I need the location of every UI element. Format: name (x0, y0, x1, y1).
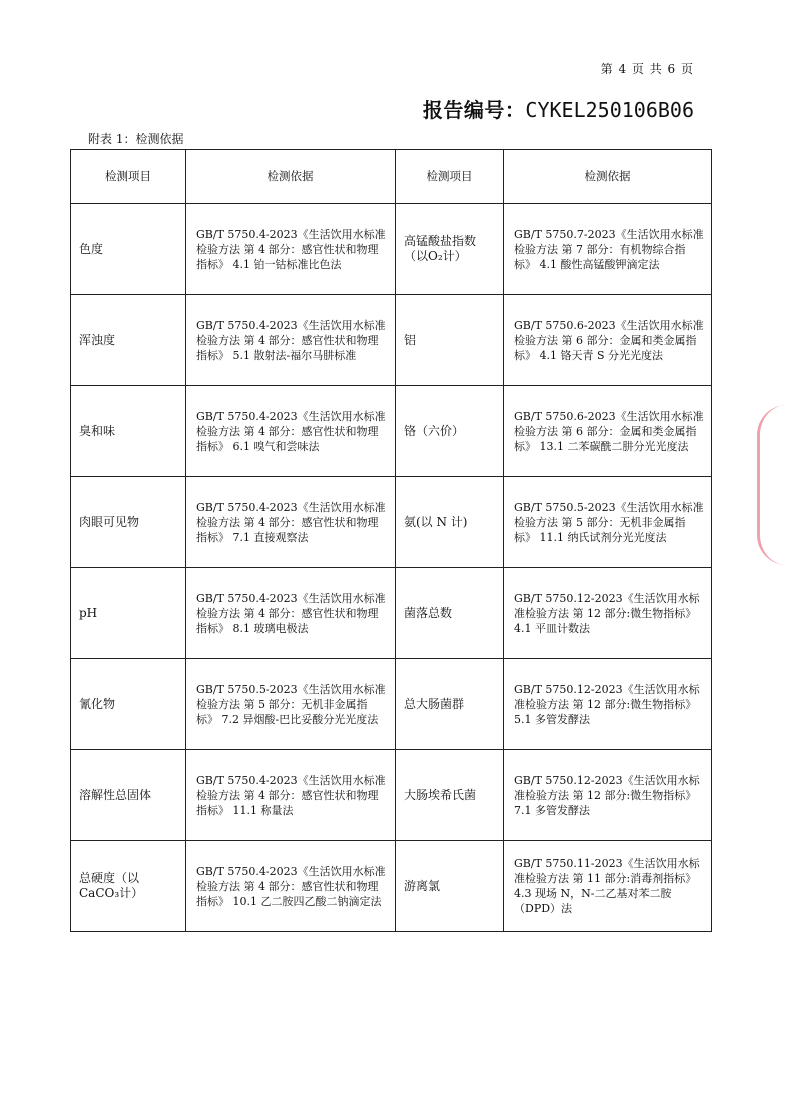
basis-left: GB/T 5750.4-2023《生活饮用水标准检验方法 第 4 部分：感官性状和物理指标》 10.1 乙二胺四乙酸二钠滴定法 (186, 841, 396, 932)
seal-stamp-fragment (757, 405, 790, 565)
basis-left: GB/T 5750.4-2023《生活饮用水标准检验方法 第 4 部分：感官性状和物理指标》 5.1 散射法-福尔马肼标准 (186, 295, 396, 386)
basis-left: GB/T 5750.4-2023《生活饮用水标准检验方法 第 4 部分：感官性状和物理指标》 7.1 直接观察法 (186, 477, 396, 568)
basis-left: GB/T 5750.5-2023《生活饮用水标准检验方法 第 5 部分：无机非金属指标》 7.2 异烟酸-巴比妥酸分光光度法 (186, 659, 396, 750)
item-left: 溶解性总固体 (71, 750, 186, 841)
testing-basis-table (70, 149, 712, 932)
basis-left: GB/T 5750.4-2023《生活饮用水标准检验方法 第 4 部分：感官性状和物理指标》 8.1 玻璃电极法 (186, 568, 396, 659)
table-title: 附表 1：检测依据 (88, 132, 184, 146)
item-right: 游离氯 (396, 841, 504, 932)
table-row (71, 750, 712, 841)
table-row (71, 477, 712, 568)
col-header-item-right: 检测项目 (396, 150, 504, 204)
table-header-row (71, 150, 712, 204)
basis-right: GB/T 5750.7-2023《生活饮用水标准检验方法 第 7 部分：有机物综合指标》 4.1 酸性高锰酸钾滴定法 (504, 204, 712, 295)
item-right: 铬（六价） (396, 386, 504, 477)
item-right: 总大肠菌群 (396, 659, 504, 750)
item-left: 臭和味 (71, 386, 186, 477)
col-header-basis-left: 检测依据 (186, 150, 396, 204)
item-left: 总硬度（以 CaCO₃计） (71, 841, 186, 932)
report-number-value: CYKEL250106B06 (525, 98, 694, 122)
basis-left: GB/T 5750.4-2023《生活饮用水标准检验方法 第 4 部分：感官性状和物理指标》 4.1 铂一钴标准比色法 (186, 204, 396, 295)
basis-right: GB/T 5750.12-2023《生活饮用水标准检验方法 第 12 部分:微生物指标》5.1 多管发酵法 (504, 659, 712, 750)
report-number (423, 94, 694, 123)
basis-right: GB/T 5750.6-2023《生活饮用水标准检验方法 第 6 部分：金属和类金属指标》 13.1 二苯碳酰二肼分光光度法 (504, 386, 712, 477)
item-left: 氰化物 (71, 659, 186, 750)
basis-left: GB/T 5750.4-2023《生活饮用水标准检验方法 第 4 部分：感官性状和物理指标》 11.1 称量法 (186, 750, 396, 841)
item-right: 铝 (396, 295, 504, 386)
item-left: 肉眼可见物 (71, 477, 186, 568)
table-row (71, 386, 712, 477)
item-right: 大肠埃希氏菌 (396, 750, 504, 841)
item-right: 高锰酸盐指数（以O₂计） (396, 204, 504, 295)
item-left: 色度 (71, 204, 186, 295)
table-row (71, 841, 712, 932)
table-row (71, 295, 712, 386)
table-row (71, 659, 712, 750)
basis-left: GB/T 5750.4-2023《生活饮用水标准检验方法 第 4 部分：感官性状和物理指标》 6.1 嗅气和尝味法 (186, 386, 396, 477)
item-right: 氨(以 N 计) (396, 477, 504, 568)
report-number-label: 报告编号： (422, 98, 526, 122)
basis-right: GB/T 5750.6-2023《生活饮用水标准检验方法 第 6 部分：金属和类金属指标》 4.1 铬天青 S 分光光度法 (504, 295, 712, 386)
item-left: 浑浊度 (71, 295, 186, 386)
item-left: pH (71, 568, 186, 659)
basis-right: GB/T 5750.12-2023《生活饮用水标准检验方法 第 12 部分:微生物指标》7.1 多管发酵法 (504, 750, 712, 841)
col-header-basis-right: 检测依据 (504, 150, 712, 204)
basis-right: GB/T 5750.12-2023《生活饮用水标准检验方法 第 12 部分:微生物指标》4.1 平皿计数法 (504, 568, 712, 659)
table-row (71, 204, 712, 295)
col-header-item-left: 检测项目 (71, 150, 186, 204)
basis-right: GB/T 5750.11-2023《生活饮用水标准检验方法 第 11 部分:消毒剂指标》4.3 现场 N，N-二乙基对苯二胺（DPD）法 (504, 841, 712, 932)
page-number: 第 4 页 共 6 页 (600, 62, 694, 76)
item-right: 菌落总数 (396, 568, 504, 659)
table-row (71, 568, 712, 659)
basis-right: GB/T 5750.5-2023《生活饮用水标准检验方法 第 5 部分：无机非金属指标》 11.1 纳氏试剂分光光度法 (504, 477, 712, 568)
